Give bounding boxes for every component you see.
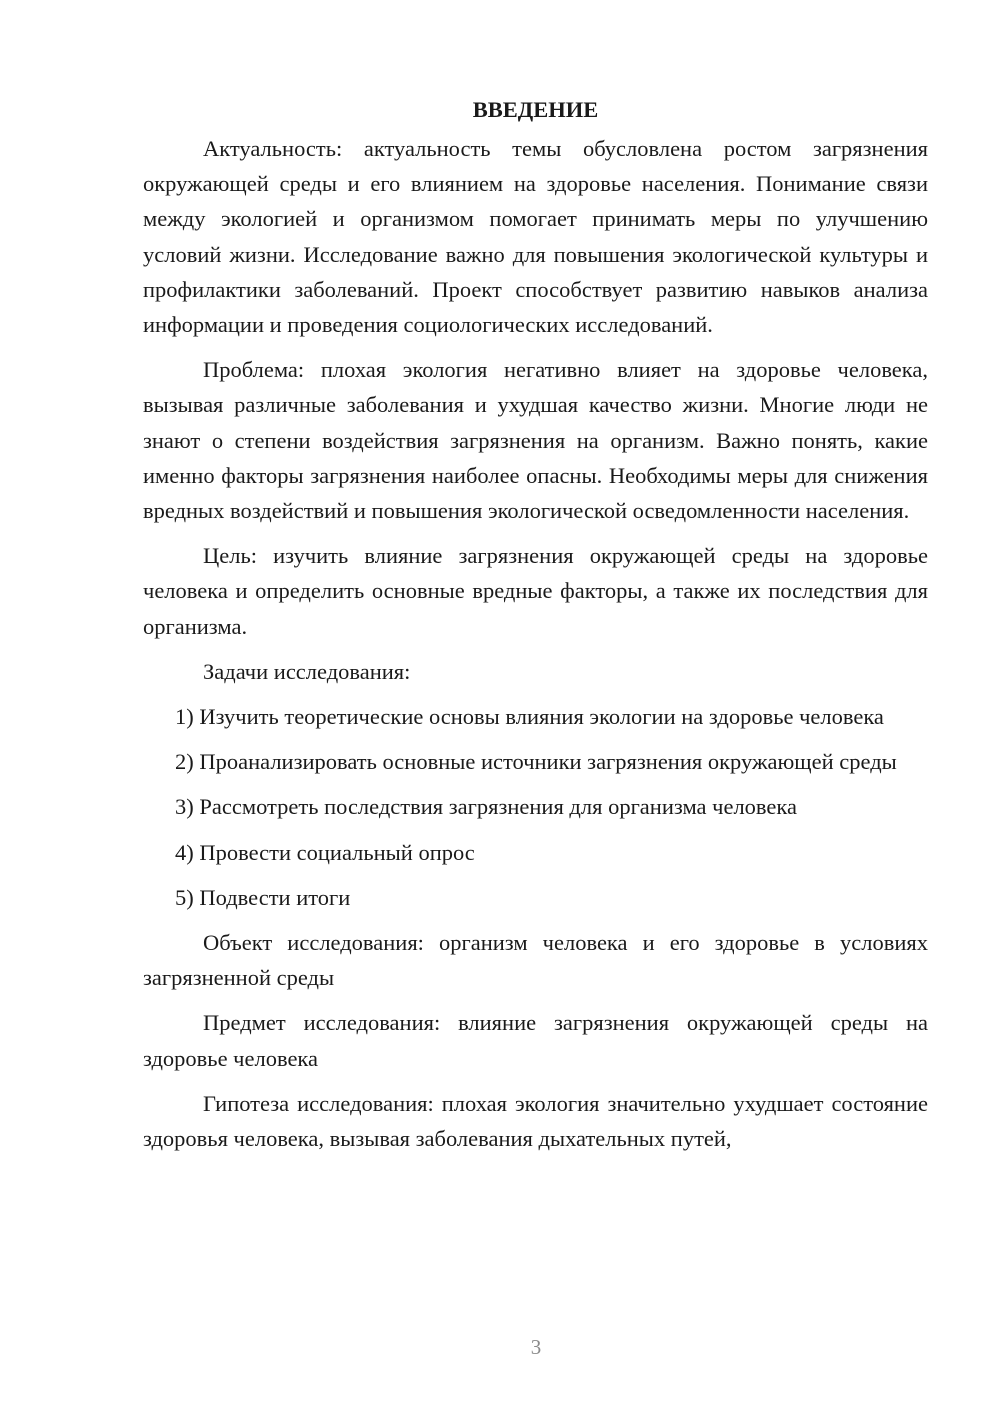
task-item-1: 1) Изучить теоретические основы влияния экологии на здоровье человека xyxy=(175,704,884,730)
relevance-paragraph: Актуальность: актуальность темы обусловлена ростом загрязнения окружающей среды и его влиянием на здоровье населения. Понимание связи между экологией и организмом помогает принимать меры по улучшению условий жизни. Исследование важно для повышения экологической культуры и профилактики заболеваний. Проект способствует развитию навыков анализа информации и проведения социологических исследований. xyxy=(143,136,928,338)
task-item-3: 3) Рассмотреть последствия загрязнения для организма человека xyxy=(175,794,797,820)
problem-paragraph: Проблема: плохая экология негативно влияет на здоровье человека, вызывая различные заболевания и ухудшая качество жизни. Многие люди не знают о степени воздействия загрязнения на организм. Важно понять, какие именно факторы загрязнения наиболее опасны. Необходимы меры для снижения вредных воздействий и повышения экологической осведомленности населения. xyxy=(143,357,928,524)
object-paragraph: Объект исследования: организм человека и его здоровье в условиях загрязненной среды xyxy=(143,930,928,991)
task-item-4: 4) Провести социальный опрос xyxy=(175,839,475,865)
page-content xyxy=(143,92,928,1156)
task-item-5: 5) Подвести итоги xyxy=(175,884,351,910)
goal-paragraph: Цель: изучить влияние загрязнения окружающей среды на здоровье человека и определить основные вредные факторы, а также их последствия для организма. xyxy=(143,543,928,639)
hypothesis-paragraph: Гипотеза исследования: плохая экология значительно ухудшает состояние здоровья человека, вызывая заболевания дыхательных путей, xyxy=(143,1090,928,1152)
task-item-2: 2) Проанализировать основные источники загрязнения окружающей среды xyxy=(175,749,897,775)
subject-paragraph: Предмет исследования: влияние загрязнения окружающей среды на здоровье человека xyxy=(143,1010,928,1071)
page-number: 3 xyxy=(530,1335,542,1359)
tasks-heading: Задачи исследования: xyxy=(203,658,411,684)
page-title: ВВЕДЕНИЕ xyxy=(472,97,599,122)
